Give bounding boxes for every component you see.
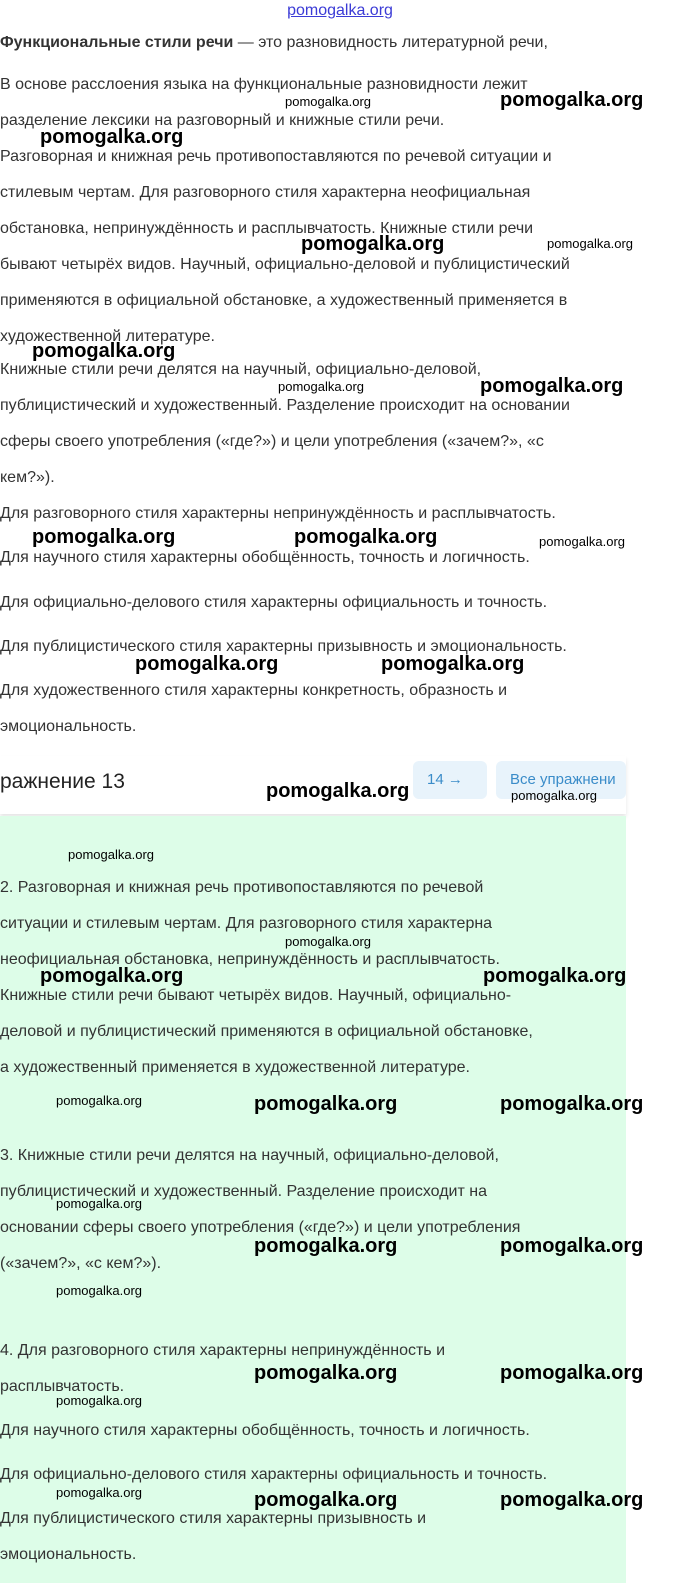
theory-line: публицистический и художественный. Разделение происходит на основании: [0, 397, 570, 414]
watermark: pomogalka.org: [266, 780, 410, 802]
theory-line: Для официально-делового стиля характерны официальность и точность.: [0, 594, 548, 611]
answer-line: основании сферы своего употребления («где?») и цели употребления: [0, 1219, 521, 1236]
watermark: pomogalka.org: [285, 94, 371, 109]
watermark: pomogalka.org: [500, 1235, 644, 1257]
answer-line: а художественный применяется в художественной литературе.: [0, 1059, 470, 1076]
theory-line: эмоциональность.: [0, 718, 137, 735]
theory-line: Для разговорного стиля характерны непринуждённость и расплывчатость.: [0, 505, 556, 522]
answer-line: публицистический и художественный. Разделение происходит на: [0, 1183, 487, 1200]
watermark: pomogalka.org: [40, 126, 184, 148]
top-site-link[interactable]: pomogalka.org: [287, 2, 393, 19]
watermark: pomogalka.org: [500, 1093, 644, 1115]
answer-line: Для публицистического стиля характерны призывность и: [0, 1510, 427, 1527]
answer-line: Для официально-делового стиля характерны официальность и точность.: [0, 1466, 548, 1483]
watermark: pomogalka.org: [56, 1393, 142, 1408]
watermark: pomogalka.org: [56, 1093, 142, 1108]
answer-line: Книжные стили речи бывают четырёх видов. Научный, официально-: [0, 987, 512, 1004]
watermark: pomogalka.org: [254, 1093, 398, 1115]
watermark: pomogalka.org: [500, 1489, 644, 1511]
watermark: pomogalka.org: [547, 236, 633, 251]
answer-line: («зачем?», «с кем?»).: [0, 1255, 162, 1272]
watermark: pomogalka.org: [483, 965, 627, 987]
answer-line: расплывчатость.: [0, 1378, 125, 1395]
watermark: pomogalka.org: [511, 788, 597, 803]
answer-line: 2. Разговорная и книжная речь противопоставляются по речевой: [0, 879, 484, 896]
theory-line: художественной литературе.: [0, 328, 215, 345]
theory-line: обстановка, непринуждённость и расплывчатость. Книжные стили речи: [0, 220, 534, 237]
watermark: pomogalka.org: [56, 1485, 142, 1500]
theory-line: Разговорная и книжная речь противопоставляются по речевой ситуации и: [0, 148, 552, 165]
watermark: pomogalka.org: [301, 233, 445, 255]
all-exercises-button[interactable]: Все упражнени: [496, 761, 626, 799]
watermark: pomogalka.org: [500, 1362, 644, 1384]
answer-line: 3. Книжные стили речи делятся на научный, официально-деловой,: [0, 1147, 499, 1164]
watermark: pomogalka.org: [381, 653, 525, 675]
watermark: pomogalka.org: [56, 1196, 142, 1211]
answer-line: Для научного стиля характерны обобщённость, точность и логичность.: [0, 1422, 530, 1439]
watermark: pomogalka.org: [278, 379, 364, 394]
watermark: pomogalka.org: [285, 934, 371, 949]
theory-line: стилевым чертам. Для разговорного стиля характерна неофициальная: [0, 184, 531, 201]
watermark: pomogalka.org: [32, 340, 176, 362]
watermark: pomogalka.org: [254, 1489, 398, 1511]
theory-line: Для научного стиля характерны обобщённость, точность и логичность.: [0, 549, 530, 566]
watermark: pomogalka.org: [480, 375, 624, 397]
answer-block: [0, 816, 626, 1583]
watermark: pomogalka.org: [294, 526, 438, 548]
theory-line: Для художественного стиля характерны конкретность, образность и: [0, 682, 508, 699]
theory-line: В основе расслоения языка на функциональные разновидности лежит: [0, 76, 528, 93]
answer-line: деловой и публицистический применяются в официальной обстановке,: [0, 1023, 533, 1040]
exercise-header: [0, 756, 626, 814]
answer-line: эмоциональность.: [0, 1546, 137, 1563]
bold-term: Функциональные стили речи: [0, 34, 234, 51]
answer-line: неофициальная обстановка, непринуждённость и расплывчатость.: [0, 951, 500, 968]
watermark: pomogalka.org: [32, 526, 176, 548]
theory-line: Книжные стили речи делятся на научный, официально-деловой,: [0, 361, 482, 378]
theory-line: применяются в официальной обстановке, а художественный применяется в: [0, 292, 568, 309]
theory-line: Для публицистического стиля характерны призывность и эмоциональность.: [0, 638, 567, 655]
answer-line: ситуации и стилевым чертам. Для разговорного стиля характерна: [0, 915, 493, 932]
answer-line: 4. Для разговорного стиля характерны непринуждённость и: [0, 1342, 446, 1359]
watermark: pomogalka.org: [40, 965, 184, 987]
theory-line-0: [0, 25, 662, 61]
theory-line: кем?»).: [0, 469, 55, 486]
watermark: pomogalka.org: [68, 847, 154, 862]
watermark: pomogalka.org: [135, 653, 279, 675]
watermark: pomogalka.org: [539, 534, 625, 549]
watermark: pomogalka.org: [254, 1235, 398, 1257]
watermark: pomogalka.org: [254, 1362, 398, 1384]
exercise-title: ражнение 13: [0, 770, 125, 793]
watermark: pomogalka.org: [500, 89, 644, 111]
theory-line-0-rest: — это разновидность литературной речи,: [233, 34, 548, 51]
next-exercise-button[interactable]: 14 →: [413, 761, 487, 799]
watermark: pomogalka.org: [56, 1283, 142, 1298]
theory-line: разделение лексики на разговорный и книжные стили речи.: [0, 112, 445, 129]
theory-line: сферы своего употребления («где?») и цели употребления («зачем?», «с: [0, 433, 544, 450]
theory-line: бывают четырёх видов. Научный, официально-деловой и публицистический: [0, 256, 570, 273]
